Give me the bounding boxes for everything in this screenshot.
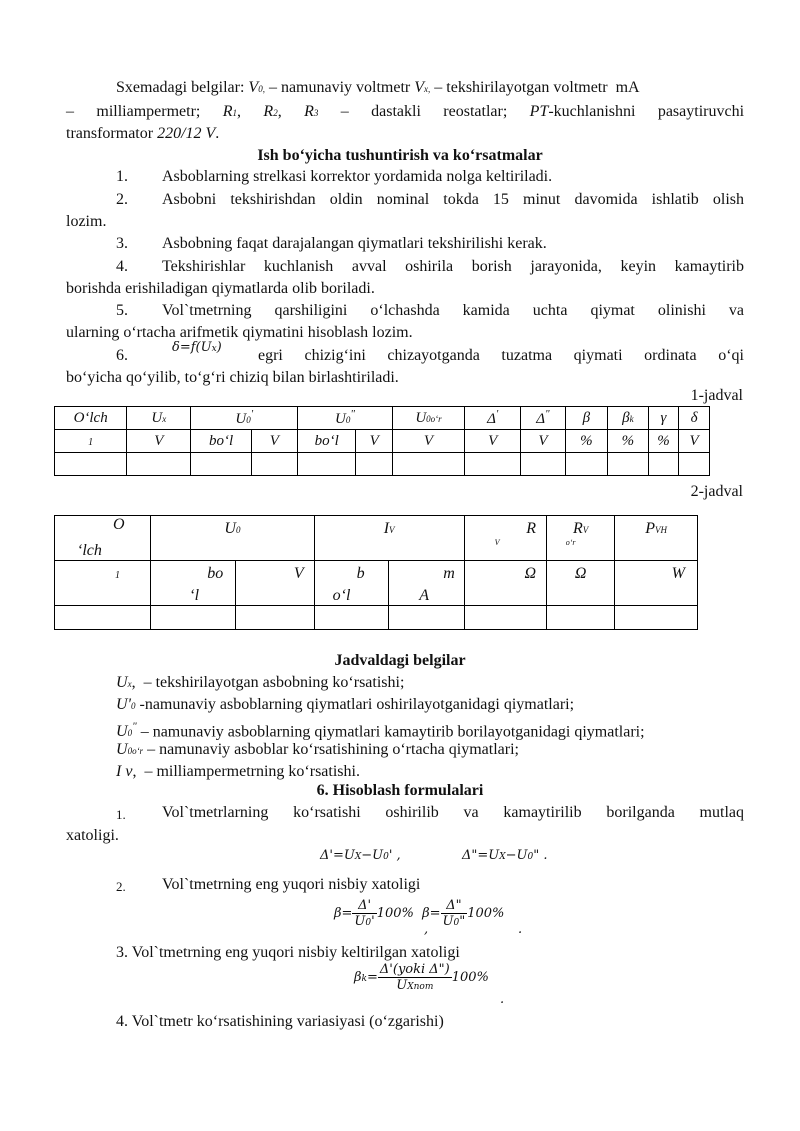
- instruction-num: 4.: [116, 258, 128, 275]
- table-cell: m A: [389, 561, 464, 606]
- formula-item-text: 3. Vol`tmetrning eng yuqori nisbiy keltirilgan xatoligi: [116, 944, 460, 961]
- table-row: [55, 430, 710, 453]
- legend-item: U0o‘r – namunaviy asboblar ko‘rsatishining o‘rtacha qiymatlari;: [116, 741, 519, 758]
- table1-caption: 1-jadval: [690, 387, 743, 404]
- instruction-cont: borishda erishiladigan qiymatlarda olib boriladi.: [66, 280, 375, 297]
- legend-title: Jadvaldagi belgilar: [334, 652, 466, 669]
- intro-line-3: transformator 220/12 V.: [66, 125, 220, 142]
- table-cell: [236, 606, 314, 630]
- table-cell: [55, 606, 151, 630]
- table-cell: bo ‘l: [151, 561, 236, 606]
- table-cell: RV o‘r: [547, 516, 615, 561]
- table-cell: Ω: [464, 561, 546, 606]
- legend-item: Ux, – tekshirilayotgan asbobning ko‘rsatishi;: [116, 674, 405, 691]
- legend-item: I v, – milliampermetrning ko‘rsatishi.: [116, 763, 360, 780]
- formula-item-text: Vol`tmetrlarning ko‘rsatishi oshirilib va kamaytirilib borilganda mutlaq: [162, 804, 744, 821]
- table2-caption: 2-jadval: [690, 483, 743, 500]
- formula-comma: ,: [424, 922, 429, 937]
- table-cell: [298, 453, 356, 476]
- legend-item: U0" – namunaviy asboblarning qiymatlari kamaytirib borilayotganidagi qiymatlari;: [116, 721, 645, 741]
- table-1: [54, 406, 710, 476]
- table-cell: [356, 453, 393, 476]
- table-cell: U0: [151, 516, 314, 561]
- formula-period: .: [518, 922, 523, 937]
- table-row: [55, 453, 710, 476]
- table-cell: O‘lch: [55, 407, 127, 430]
- table-cell: [251, 453, 297, 476]
- instruction-num: 5.: [116, 302, 128, 319]
- table-cell: [648, 453, 679, 476]
- table-cell: [465, 453, 521, 476]
- table-row: [55, 516, 698, 561]
- table-row: [55, 561, 698, 606]
- table-cell: 1: [55, 430, 127, 453]
- table-cell: U0o‘r: [392, 407, 464, 430]
- table-cell: βk: [608, 407, 648, 430]
- formula-item-cont: xatoligi.: [66, 827, 119, 844]
- table-cell: W: [615, 561, 698, 606]
- table-cell: 1: [55, 561, 151, 606]
- table-cell: Δ': [465, 407, 521, 430]
- formula-item-num: 1.: [116, 807, 126, 822]
- table-cell: β: [565, 407, 607, 430]
- instruction-num: 3.: [116, 235, 128, 252]
- table-cell: V: [251, 430, 297, 453]
- instruction-text: Asbobning faqat darajalangan qiymatlari tekshirilishi kerak.: [162, 235, 547, 252]
- instruction-text: Vol`tmetrning qarshiligini o‘lchashda kamida uchta qiymat olinishi va: [162, 302, 744, 319]
- table-2: [54, 515, 698, 630]
- table-cell: V: [356, 430, 393, 453]
- table-cell: bo‘l: [191, 430, 251, 453]
- table-cell: [615, 606, 698, 630]
- table-cell: [464, 606, 546, 630]
- instruction-num: 1.: [116, 168, 128, 185]
- table-cell: R V: [464, 516, 546, 561]
- instruction-text: Asboblarning strelkasi korrektor yordamida nolga keltiriladi.: [162, 168, 553, 185]
- table-cell: Ux: [127, 407, 191, 430]
- table-cell: U0': [191, 407, 298, 430]
- table-cell: O ‘lch: [55, 516, 151, 561]
- table-cell: [55, 453, 127, 476]
- table-cell: %: [565, 430, 607, 453]
- instruction-text: Tekshirishlar kuchlanish avval oshirila borish jarayonida, keyin kamaytirib: [162, 258, 744, 275]
- instruction-text: Asbobni tekshirishdan oldin nominal tokda 15 minut davomida ishlatib olish: [162, 191, 744, 208]
- table-cell: V: [679, 430, 710, 453]
- instruction-cont: ularning o‘rtacha arifmetik qiymatini hisoblash lozim.: [66, 324, 413, 341]
- table-cell: IV: [314, 516, 464, 561]
- table-cell: %: [648, 430, 679, 453]
- table-cell: U0": [298, 407, 393, 430]
- table-cell: [389, 606, 464, 630]
- table-cell: [679, 453, 710, 476]
- intro-line-1: Sxemadagi belgilar: V0, – namunaviy voltmetr Vx, – tekshirilayotgan voltmetr mA: [116, 79, 640, 96]
- table-cell: [314, 606, 389, 630]
- table-cell: b o‘l: [314, 561, 389, 606]
- table-cell: [547, 606, 615, 630]
- table-cell: [608, 453, 648, 476]
- table-row: [55, 407, 710, 430]
- formula-abs-error-decrease: Δ"=UX−U0" .: [462, 848, 548, 863]
- table-cell: V: [521, 430, 565, 453]
- formula-period: .: [500, 992, 505, 1007]
- instruction-num: 6.: [116, 347, 128, 364]
- table-cell: γ: [648, 407, 679, 430]
- formula-item-text: Vol`tmetrning eng yuqori nisbiy xatoligi: [162, 876, 421, 893]
- table-row: [55, 606, 698, 630]
- table-cell: V: [465, 430, 521, 453]
- legend-item: U'0 -namunaviy asboblarning qiymatlari oshirilayotganidagi qiymatlari;: [116, 696, 575, 713]
- section6-title: 6. Hisoblash formulalari: [316, 782, 484, 799]
- table-cell: δ: [679, 407, 710, 430]
- table-cell: [151, 606, 236, 630]
- table-cell: V: [236, 561, 314, 606]
- instruction-cont: bo‘yicha qo‘yilib, to‘g‘ri chiziq bilan birlashtiriladi.: [66, 369, 399, 386]
- table-cell: PVH: [615, 516, 698, 561]
- formula-relative-error: β= $\frac{\Delta'}{U0'}$ 100% β= $\frac{\Delta"}{U0"}$ 100%: [334, 898, 505, 929]
- table-cell: Δ": [521, 407, 565, 430]
- formula-reduced-error: βk= $\frac{\text{Δ'(yoki Δ")}}{\text{UXnom}}$ 100%: [354, 962, 489, 993]
- formula-item-num: 2.: [116, 879, 126, 894]
- table-cell: [521, 453, 565, 476]
- formula-item-text: 4. Vol`tmetr ko‘rsatishining variasiyasi (o‘zgarishi): [116, 1013, 444, 1030]
- instruction-text: egri chizig‘ini chizayotganda tuzatma qiymati ordinata o‘qi: [258, 347, 744, 364]
- table-cell: V: [392, 430, 464, 453]
- table-cell: Ω: [547, 561, 615, 606]
- instruction-6-formula: δ=f(Ux): [172, 340, 222, 355]
- table-cell: bo‘l: [298, 430, 356, 453]
- instruction-num: 2.: [116, 191, 128, 208]
- table-cell: [392, 453, 464, 476]
- table-cell: [191, 453, 251, 476]
- table-cell: [565, 453, 607, 476]
- formula-abs-error-increase: Δ'=UX−U0' ,: [320, 848, 401, 863]
- table-cell: V: [127, 430, 191, 453]
- instruction-cont: lozim.: [66, 213, 107, 230]
- intro-line-2: – milliampermetr; R1, R2, R3 – dastakli reostatlar; PT-kuchlanishni pasaytiruvchi: [66, 103, 745, 120]
- section-title-instructions: Ish bo‘yicha tushuntirish va ko‘rsatmalar: [257, 147, 543, 164]
- table-cell: %: [608, 430, 648, 453]
- table-cell: [127, 453, 191, 476]
